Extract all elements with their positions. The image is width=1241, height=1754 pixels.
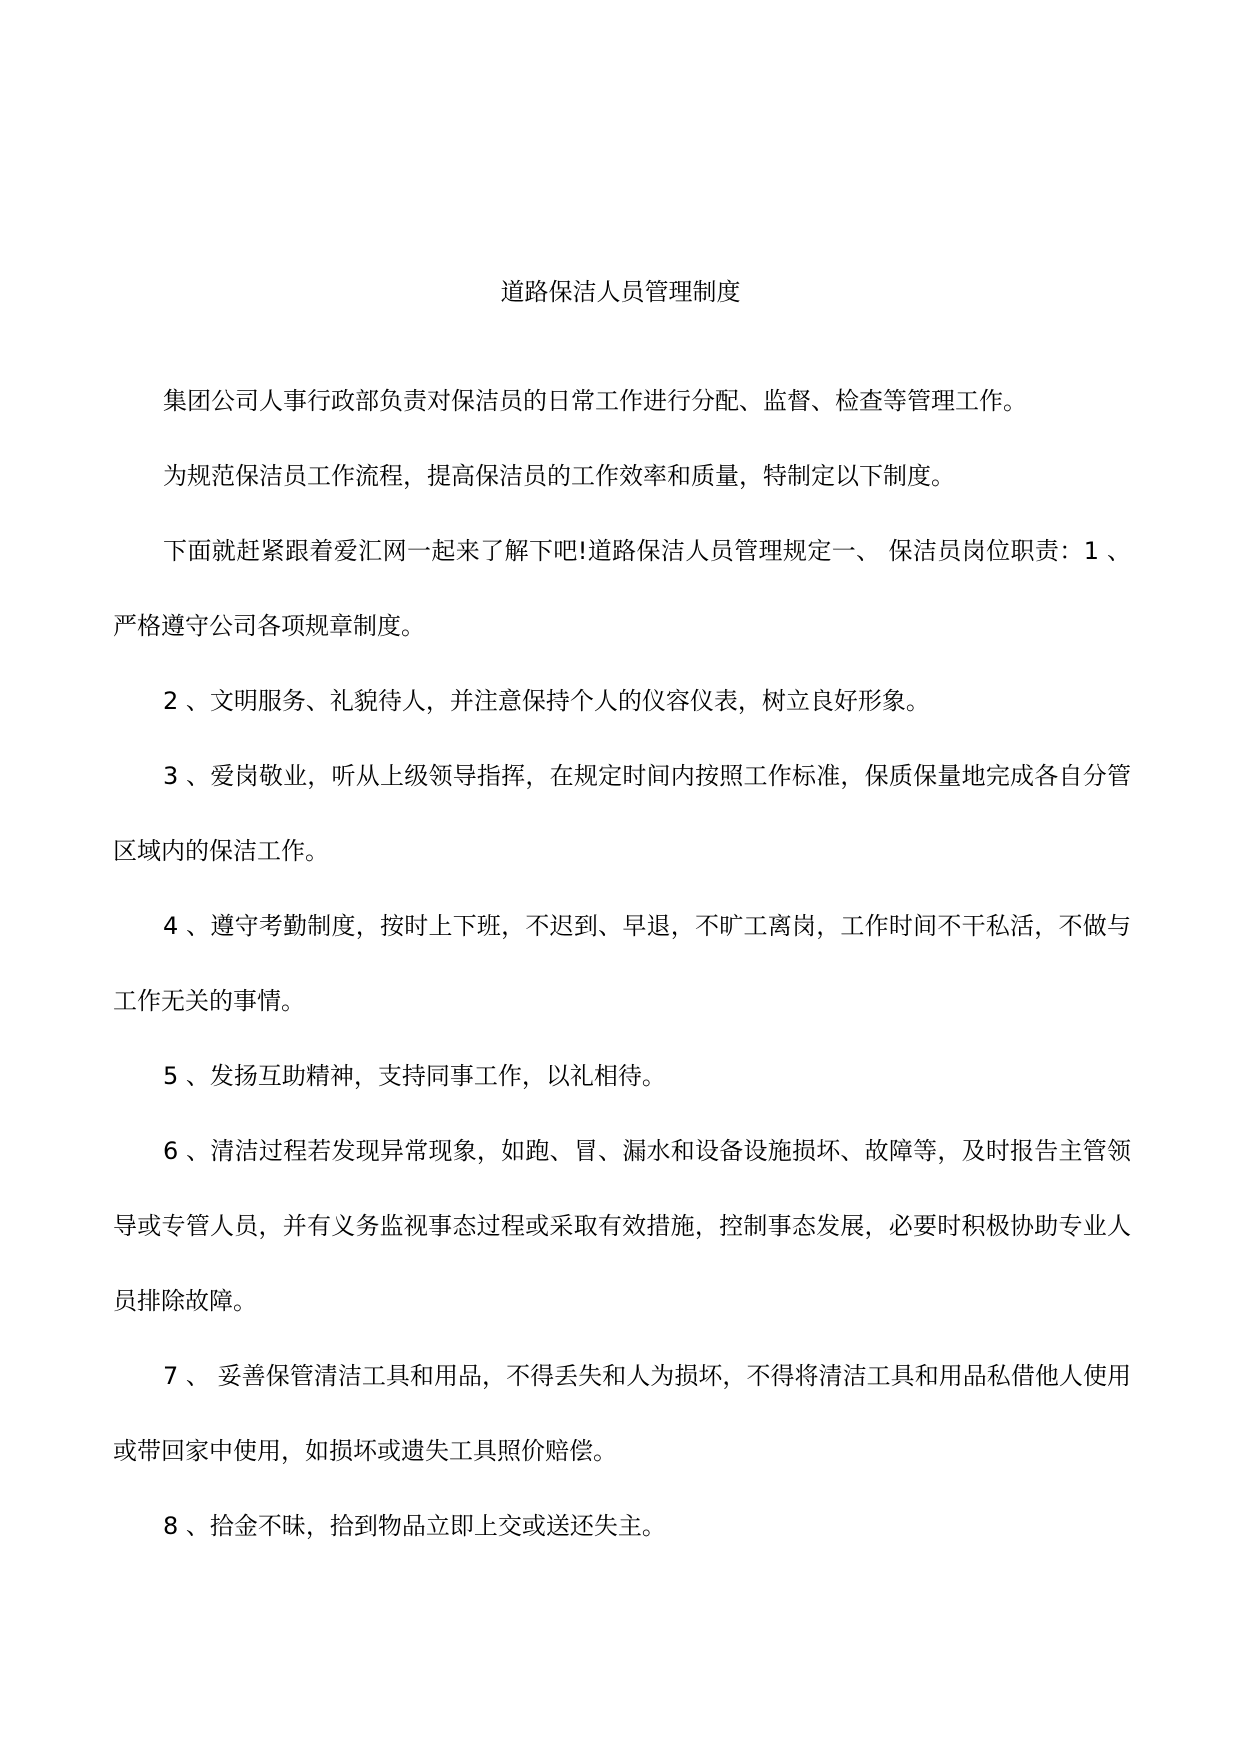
paragraph-7: 5 、发扬互助精神，支持同事工作，以礼相待。 [163,1062,666,1090]
paragraph-6: 4 、遵守考勤制度，按时上下班，不迟到、早退，不旷工离岗，工作时间不干私活，不做与工作无关的事情。 [113,912,1131,1015]
document-title: 道路保洁人员管理制度 [500,278,741,306]
document-body [113,364,1131,1564]
paragraph-10: 8 、拾金不昧，拾到物品立即上交或送还失主。 [163,1512,666,1540]
paragraph-1: 集团公司人事行政部负责对保洁员的日常工作进行分配、监督、检查等管理工作。 [163,387,1027,415]
paragraph-4: 2 、文明服务、礼貌待人，并注意保持个人的仪容仪表，树立良好形象。 [163,687,930,715]
paragraph-8: 6 、清洁过程若发现异常现象，如跑、冒、漏水和设备设施损坏、故障等，及时报告主管领导或专管人员，并有义务监视事态过程或采取有效措施，控制事态发展，必要时积极协助专业人员排除故障。 [113,1137,1131,1315]
paragraph-3: 下面就赶紧跟着爱汇网一起来了解下吧!道路保洁人员管理规定一、 保洁员岗位职责：1 、严格遵守公司各项规章制度。 [113,537,1131,640]
paragraph-9: 7 、 妥善保管清洁工具和用品，不得丢失和人为损坏，不得将清洁工具和用品私借他人使用或带回家中使用，如损坏或遗失工具照价赔偿。 [113,1362,1131,1465]
paragraph-5: 3 、爱岗敬业，听从上级领导指挥，在规定时间内按照工作标准，保质保量地完成各自分管区域内的保洁工作。 [113,762,1131,865]
paragraph-2: 为规范保洁员工作流程，提高保洁员的工作效率和质量，特制定以下制度。 [163,462,955,490]
